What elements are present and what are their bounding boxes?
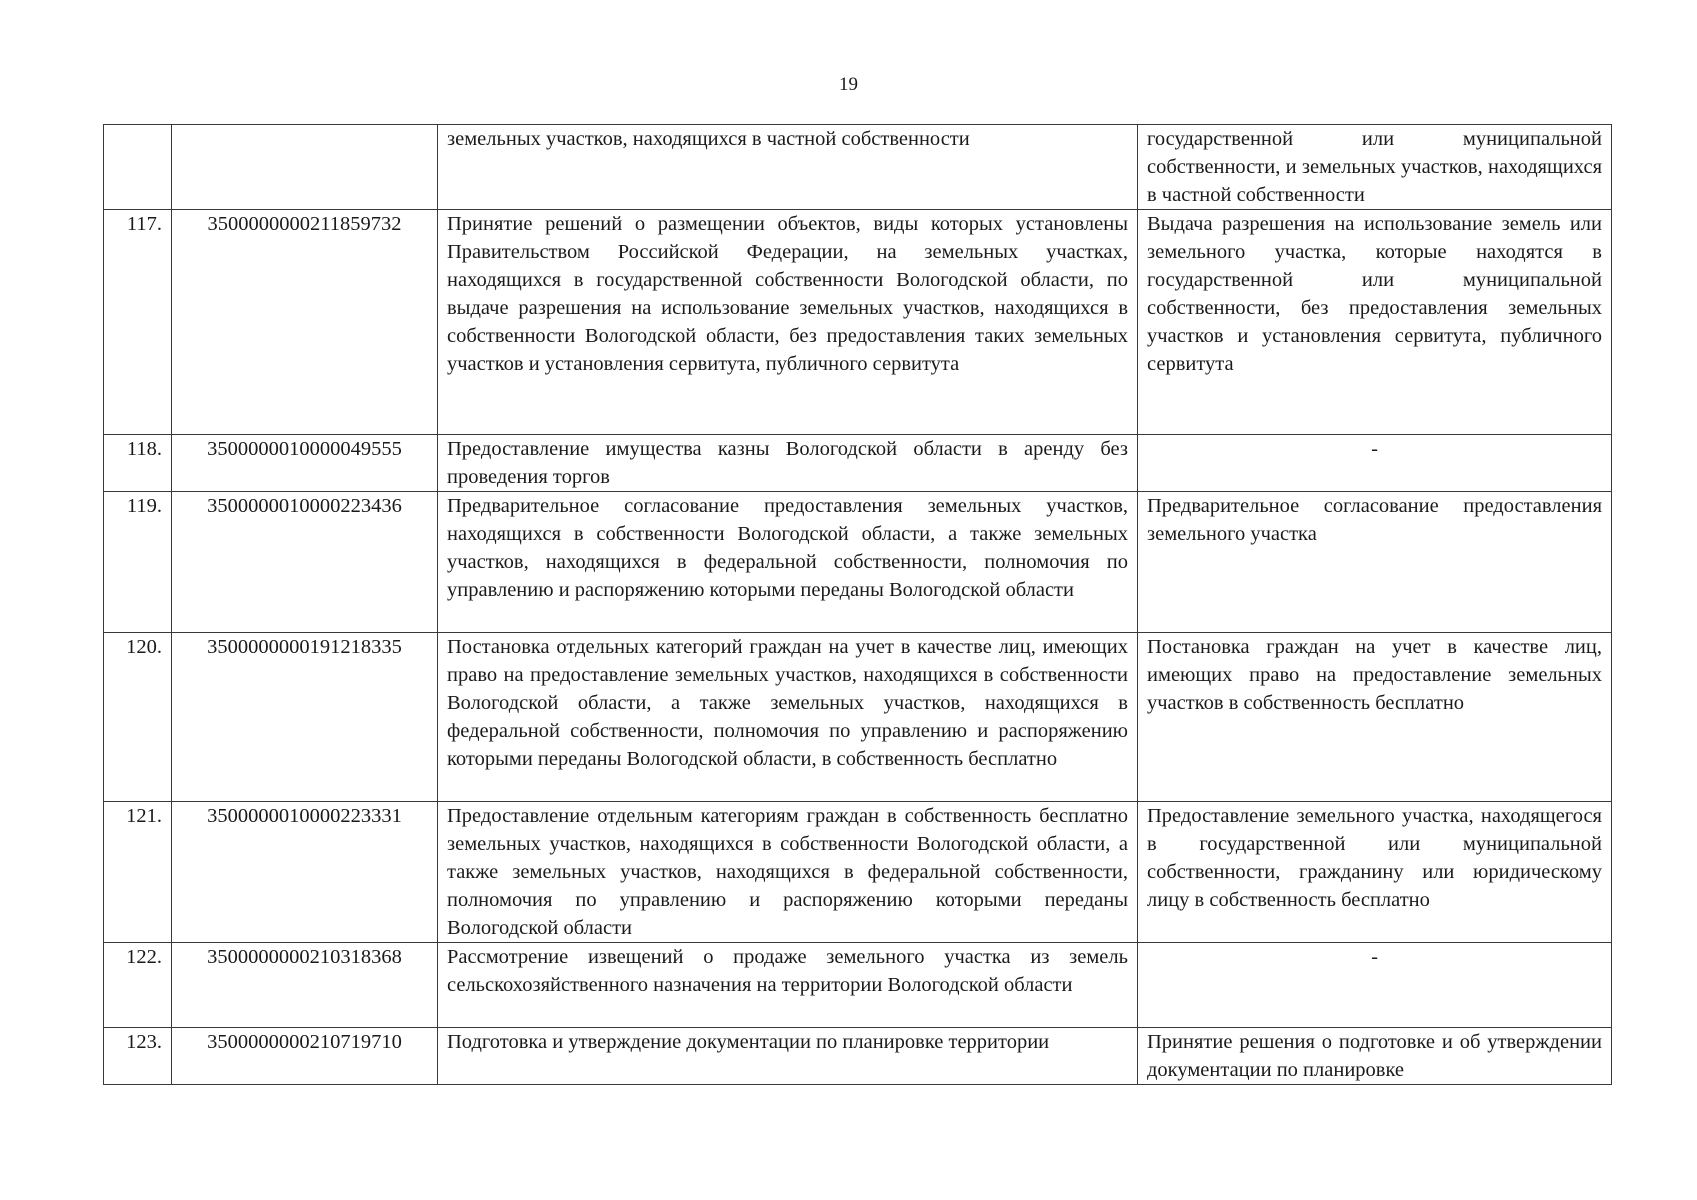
service-name-cell: земельных участков, находящихся в частной собственности: [438, 125, 1138, 210]
row-number-cell: 121.: [104, 802, 172, 943]
row-number-cell: 123.: [104, 1028, 172, 1085]
services-table: [103, 124, 1612, 1085]
row-number-cell: 117.: [104, 210, 172, 435]
table-row: [104, 943, 1612, 1028]
service-code-cell: 3500000010000223436: [172, 492, 438, 633]
table-row: [104, 435, 1612, 492]
typical-service-cell: -: [1138, 943, 1612, 1028]
service-code-cell: 3500000000191218335: [172, 633, 438, 802]
service-name-cell: Принятие решений о размещении объектов, виды которых установлены Правительством Российской Федерации, на земельных участках, находящихся в государственной собственности Вологодской области, по выдаче разрешения на использование земельных участков, находящихся в собственности Вологодской области, без предоставления таких земельных участков и установления сервитута, публичного сервитута: [438, 210, 1138, 435]
table-row: [104, 633, 1612, 802]
service-code-cell: 3500000000210318368: [172, 943, 438, 1028]
typical-service-cell: -: [1138, 435, 1612, 492]
table-row: [104, 492, 1612, 633]
service-code-cell: 3500000010000049555: [172, 435, 438, 492]
service-code-cell: [172, 125, 438, 210]
service-name-cell: Подготовка и утверждение документации по планировке территории: [438, 1028, 1138, 1085]
row-number-cell: 122.: [104, 943, 172, 1028]
service-code-cell: 3500000010000223331: [172, 802, 438, 943]
typical-service-cell: Постановка граждан на учет в качестве лиц, имеющих право на предоставление земельных участков в собственность бесплатно: [1138, 633, 1612, 802]
service-name-cell: Предоставление имущества казны Вологодской области в аренду без проведения торгов: [438, 435, 1138, 492]
typical-service-cell: Предварительное согласование предоставления земельного участка: [1138, 492, 1612, 633]
service-name-cell: Предоставление отдельным категориям граждан в собственность бесплатно земельных участков, находящихся в собственности Вологодской области, а также земельных участков, находящихся в федеральной собственности, полномочия по управлению и распоряжению которыми переданы Вологодской области: [438, 802, 1138, 943]
page-number: 19: [839, 74, 858, 95]
typical-service-cell: Принятие решения о подготовке и об утверждении документации по планировке: [1138, 1028, 1612, 1085]
row-number-cell: 120.: [104, 633, 172, 802]
typical-service-cell: Предоставление земельного участка, находящегося в государственной или муниципальной собственности, гражданину или юридическому лицу в собственность бесплатно: [1138, 802, 1612, 943]
table-row: [104, 802, 1612, 943]
row-number-cell: 119.: [104, 492, 172, 633]
typical-service-cell: Выдача разрешения на использование земель или земельного участка, которые находятся в государственной или муниципальной собственности, без предоставления земельных участков и установления сервитута, публичного сервитута: [1138, 210, 1612, 435]
row-number-cell: [104, 125, 172, 210]
table-row-continuation: [104, 125, 1612, 210]
service-name-cell: Постановка отдельных категорий граждан на учет в качестве лиц, имеющих право на предоставление земельных участков, находящихся в собственности Вологодской области, а также земельных участков, находящихся в федеральной собственности, полномочия по управлению и распоряжению которыми переданы Вологодской области, в собственность бесплатно: [438, 633, 1138, 802]
table-row: [104, 210, 1612, 435]
service-code-cell: 3500000000210719710: [172, 1028, 438, 1085]
service-name-cell: Рассмотрение извещений о продаже земельного участка из земель сельскохозяйственного назначения на территории Вологодской области: [438, 943, 1138, 1028]
service-code-cell: 3500000000211859732: [172, 210, 438, 435]
service-name-cell: Предварительное согласование предоставления земельных участков, находящихся в собственности Вологодской области, а также земельных участков, находящихся в федеральной собственности, полномочия по управлению и распоряжению которыми переданы Вологодской области: [438, 492, 1138, 633]
typical-service-cell: государственной или муниципальной собственности, и земельных участков, находящихся в частной собственности: [1138, 125, 1612, 210]
row-number-cell: 118.: [104, 435, 172, 492]
table-row: [104, 1028, 1612, 1085]
